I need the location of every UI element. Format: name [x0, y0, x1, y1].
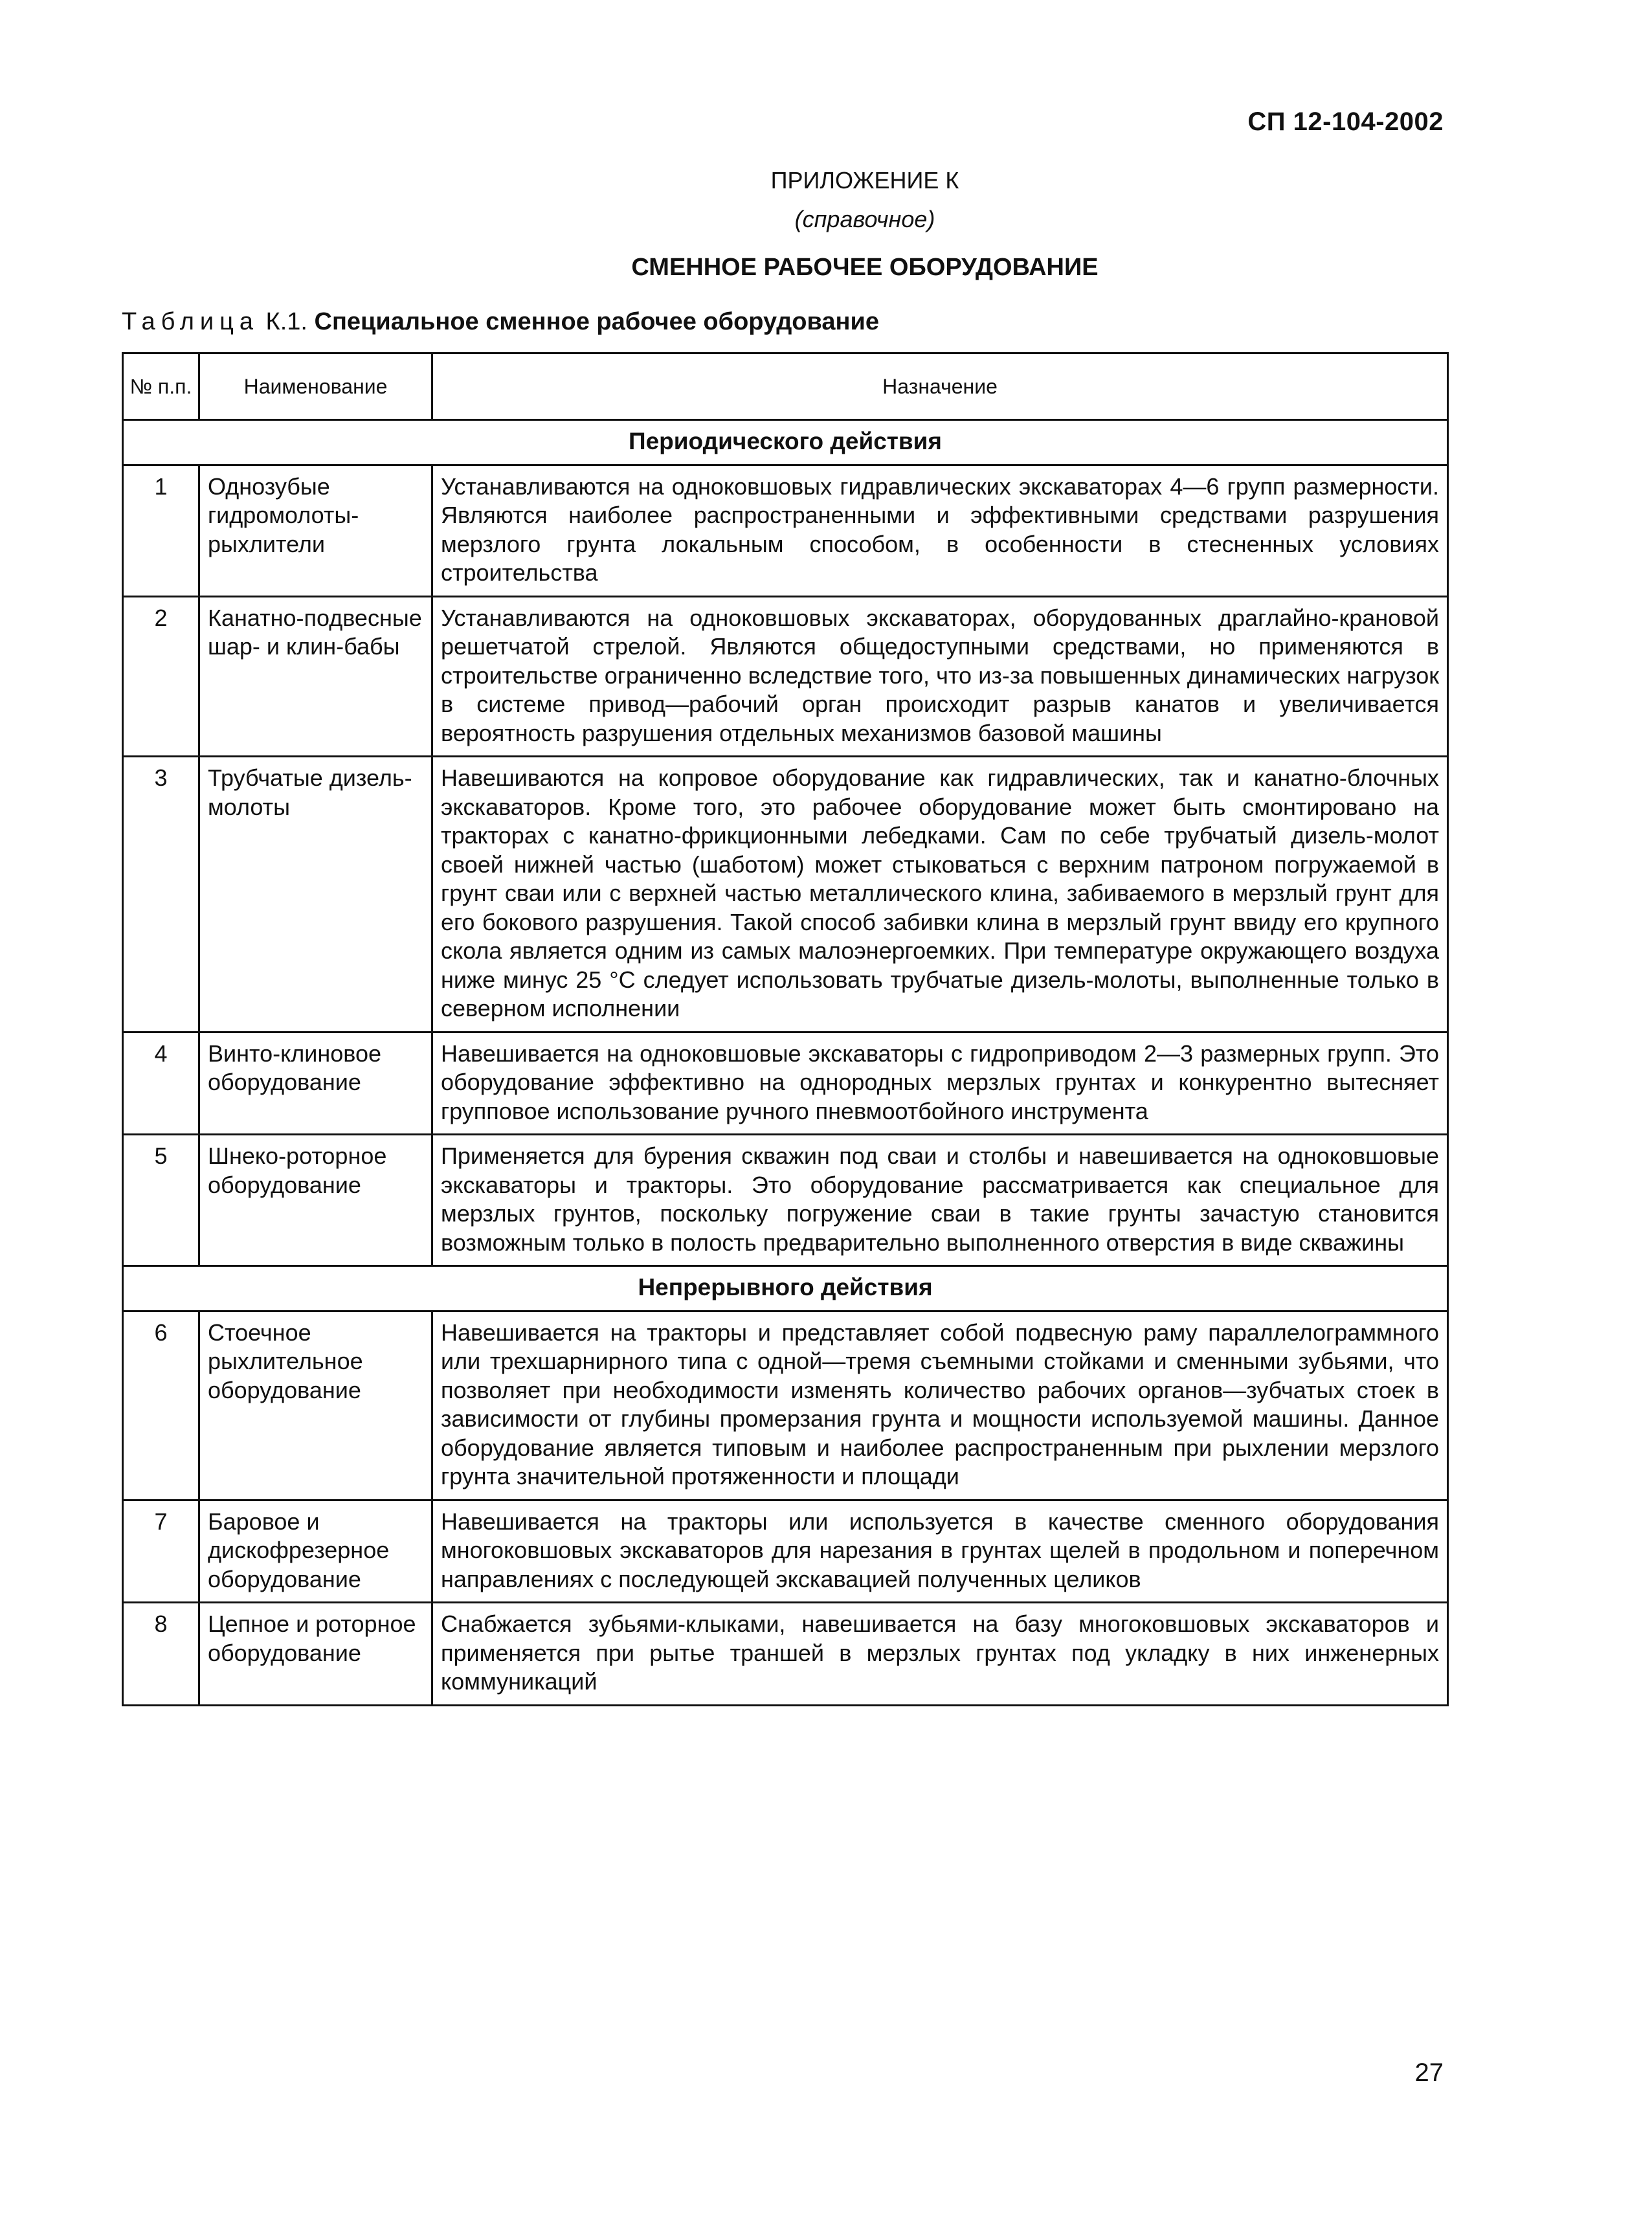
table-row — [123, 1500, 1448, 1603]
table-row — [123, 465, 1448, 596]
row-name: Шнеко-роторное оборудование — [199, 1135, 432, 1266]
appendix-type: (справочное) — [794, 206, 935, 232]
row-num: 8 — [123, 1603, 199, 1706]
header-num: № п.п. — [123, 353, 199, 420]
table-row — [123, 1311, 1448, 1500]
row-num: 7 — [123, 1500, 199, 1603]
row-name: Стоечное рыхлительное оборудование — [199, 1311, 432, 1500]
header-purpose: Назначение — [432, 353, 1448, 420]
table-row — [123, 1603, 1448, 1706]
table-row — [123, 1032, 1448, 1135]
table-header-row — [123, 353, 1448, 420]
group-row-continuous — [123, 1266, 1448, 1311]
table-caption-title: Специальное сменное рабочее оборудование — [314, 308, 879, 335]
group-title: Непрерывного действия — [123, 1266, 1448, 1311]
table-row — [123, 1135, 1448, 1266]
equipment-table — [122, 352, 1449, 1706]
row-purpose: Устанавливаются на одноковшовых гидравлических экскаваторах 4—6 групп размерности. Являются наиболее распространенными и эффективными средствами разрушения мерзлого грунта локальным способом, в особенности в стесненных условиях строительства — [432, 465, 1448, 596]
table-caption-prefix: Таблица — [122, 308, 259, 335]
row-num: 5 — [123, 1135, 199, 1266]
table-caption-number: К.1. — [259, 308, 315, 335]
header-name: Наименование — [199, 353, 432, 420]
row-purpose: Навешивается на одноковшовые экскаваторы с гидроприводом 2—3 размерных групп. Это оборудование эффективно на однородных мерзлых грунтах и конкурентно вытесняет групповое использование ручного пневмоотбойного инструмента — [432, 1032, 1448, 1135]
row-purpose: Устанавливаются на одноковшовых экскаваторах, оборудованных драглайно-крановой решетчатой стрелой. Являются общедоступными средствами, но применяются в строительстве ограниченно вследствие того, что из-за повышенных динамических нагрузок в системе привод—рабочий орган происходит разрыв канатов и увеличивается вероятность разрушения отдельных механизмов базовой машины — [432, 596, 1448, 757]
group-title: Периодического действия — [123, 420, 1448, 465]
row-num: 6 — [123, 1311, 199, 1500]
row-name: Цепное и роторное оборудование — [199, 1603, 432, 1706]
table-row — [123, 757, 1448, 1032]
section-title: СМЕННОЕ РАБОЧЕЕ ОБОРУДОВАНИЕ — [631, 254, 1099, 281]
row-purpose: Снабжается зубьями-клыками, навешивается на базу многоковшовых экскаваторов и применяется при рытье траншей в мерзлых грунтах под укладку в них инженерных коммуникаций — [432, 1603, 1448, 1706]
row-name: Однозубые гидромолоты-рыхлители — [199, 465, 432, 596]
row-name: Канатно-подвесные шар- и клин-бабы — [199, 596, 432, 757]
table-caption — [122, 308, 879, 336]
row-num: 2 — [123, 596, 199, 757]
row-name: Баровое и дискофрезерное оборудование — [199, 1500, 432, 1603]
row-purpose: Применяется для бурения скважин под сваи и столбы и навешивается на одноковшовые экскаваторы и тракторы. Это оборудование рассматривается как специальное для мерзлых грунтов, поскольку погружение сваи в такие грунты зачастую становится возможным только в полость предварительно выполненного отверстия в виде скважины — [432, 1135, 1448, 1266]
row-name: Винто-клиновое оборудование — [199, 1032, 432, 1135]
document-code: СП 12-104-2002 — [1247, 107, 1444, 136]
row-num: 4 — [123, 1032, 199, 1135]
row-num: 3 — [123, 757, 199, 1032]
row-num: 1 — [123, 465, 199, 596]
table-row — [123, 596, 1448, 757]
row-purpose: Навешивается на тракторы или используется в качестве сменного оборудования многоковшовых экскаваторов для нарезания в грунтах щелей в продольном и поперечном направлениях с последующей экскавацией полученных целиков — [432, 1500, 1448, 1603]
group-row-periodic — [123, 420, 1448, 465]
appendix-label: ПРИЛОЖЕНИЕ К — [770, 167, 959, 194]
row-purpose: Навешиваются на копровое оборудование как гидравлических, так и канатно-блочных экскаваторов. Кроме того, это рабочее оборудование может быть смонтировано на тракторах с канатно-фрикционными лебедками. Сам по себе трубчатый дизель-молот своей нижней частью (шаботом) может стыковаться с верхним патроном погружаемой в грунт сваи или с верхней частью металлического клина, забиваемого в мерзлый грунт для его бокового разрушения. Такой способ забивки клина в мерзлый грунт ввиду его крупного скола является одним из самых малоэнергоемких. При температуре окружающего воздуха ниже минус 25 °С следует использовать трубчатые дизель-молоты, выполненные только в северном исполнении — [432, 757, 1448, 1032]
page-number: 27 — [1414, 2058, 1444, 2087]
row-purpose: Навешивается на тракторы и представляет собой подвесную раму параллелограммного или трехшарнирного типа с одной—тремя съемными стойками и сменными зубьями, что позволяет при необходимости изменять количество рабочих органов—зубчатых стоек в зависимости от глубины промерзания грунта и мощности используемой машины. Данное оборудование является типовым и наиболее распространенным при рыхлении мерзлого грунта значительной протяженности и площади — [432, 1311, 1448, 1500]
row-name: Трубчатые дизель-молоты — [199, 757, 432, 1032]
